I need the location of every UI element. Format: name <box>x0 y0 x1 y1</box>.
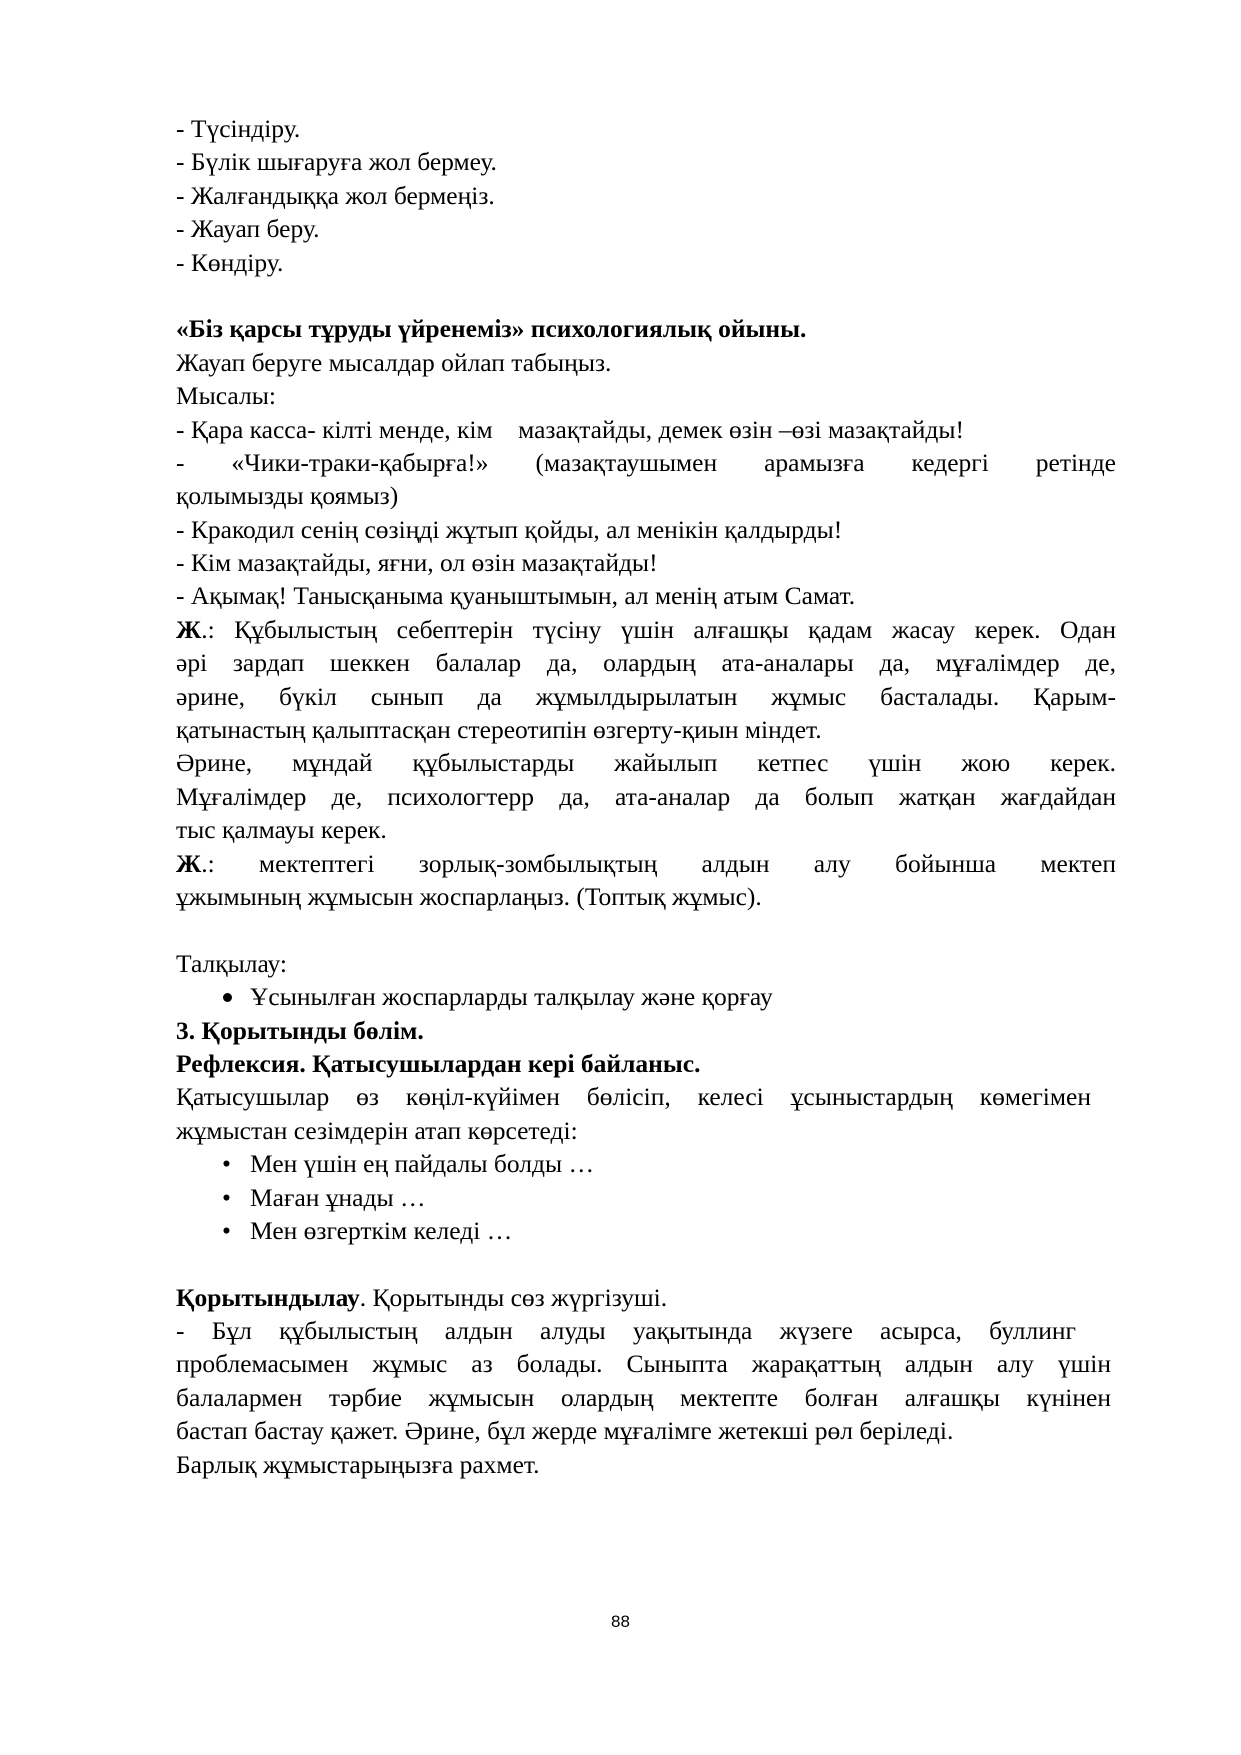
example-line: қолымызды қоямыз) <box>176 481 399 511</box>
section-title: 3. Қорытынды бөлім. <box>176 1015 424 1045</box>
paragraph-line: әрі зардап шеккен балалар да, олардың ата-аналары да, мұғалімдер де, <box>176 648 1116 678</box>
task-label: Ж <box>176 848 202 878</box>
bullet-list-item: Ұсынылған жоспарларды талқылау және қорғау <box>176 980 1116 1013</box>
bullet-icon: • <box>222 1215 231 1245</box>
paragraph-line: Ж.: мектептегі зорлық-зомбылықтың алдын алу бойынша мектеп <box>176 848 1116 878</box>
paragraph-line: балалармен тәрбие жұмысын олардың мектепте болған алғашқы күнінен <box>176 1382 1111 1412</box>
spacer <box>176 279 1116 312</box>
dash-list-item: - Жауап беру. <box>176 214 320 244</box>
paragraph-line: Мұғалімдер де, психологтерр да, ата-аналар да болып жатқан жағдайдан <box>176 781 1116 811</box>
bullet-list-item: • Мен өзгерткім келеді … <box>176 1214 1116 1247</box>
paragraph-line: әрине, бүкіл сынып да жұмылдырылатын жұмыс басталады. Қарым- <box>176 681 1116 711</box>
dash-list-item: - Бүлік шығаруға жол бермеу. <box>176 147 497 177</box>
paragraph-line: Ж.: Құбылыстың себептерін түсіну үшін алғашқы қадам жасау керек. Одан <box>176 614 1116 644</box>
document-page <box>176 112 1116 1481</box>
spacer <box>176 1247 1116 1280</box>
paragraph-line: тыс қалмауы керек. <box>176 815 387 845</box>
paragraph-line: бастап бастау қажет. Әрине, бұл жерде мұғалімге жетекші рөл беріледі. <box>176 1416 954 1446</box>
paragraph-line: - Бұл құбылыстың алдын алуды уақытында жүзеге асырса, буллинг <box>176 1316 1076 1346</box>
paragraph-line: проблемасымен жұмыс аз болады. Сыныпта жарақаттың алдын алу үшін <box>176 1349 1111 1379</box>
example-line: - Кракодил сенің сөзіңді жұтып қойды, ал менікін қалдырды! <box>176 514 843 544</box>
bullet-list-item: • Мен үшін ең пайдалы болды … <box>176 1147 1116 1180</box>
dash-list-item: - Түсіндіру. <box>176 114 301 143</box>
examples-label: Мысалы: <box>176 381 276 411</box>
paragraph-line: Қатысушылар өз көңіл-күйімен бөлісіп, келесі ұсыныстардың көмегімен <box>176 1082 1091 1112</box>
dash-list-item: - Жалғандыққа жол бермеңіз. <box>176 180 495 210</box>
reflection-title: Рефлексия. Қатысушылардан кері байланыс. <box>176 1048 701 1078</box>
bullet-dot-icon <box>223 993 232 1002</box>
game-intro: Жауап беруге мысалдар ойлап табыңыз. <box>176 347 612 377</box>
paragraph-line: жұмыстан сезімдерін атап көрсетеді: <box>176 1115 578 1145</box>
example-line: - Қара касса- кілті менде, кім мазақтайды, демек өзін –өзі мазақтайды! <box>176 414 965 444</box>
example-line: - Ақымақ! Танысқаныма қуаныштымын, ал менің атым Самат. <box>176 581 856 611</box>
bullet-list-item: • Маған ұнады … <box>176 1181 1116 1214</box>
paragraph-line: қатынастың қалыптасқан стереотипін өзгерту-қиын міндет. <box>176 715 822 745</box>
paragraph-line: Әрине, мұндай құбылыстарды жайылып кетпес үшін жою керек. <box>176 748 1116 778</box>
dash-list-item: - Көндіру. <box>176 247 284 277</box>
game-title: «Біз қарсы тұруды үйренеміз» психологиялық ойыны. <box>176 314 807 344</box>
example-line: - Кім мазақтайды, яғни, ол өзін мазақтайды! <box>176 548 658 578</box>
spacer <box>176 913 1116 946</box>
bullet-icon: • <box>222 1182 231 1212</box>
example-line: - «Чики-траки-қабырға!» (мазақтаушымен арамызға кедергі ретінде <box>176 447 1116 477</box>
conclusion-label: Қорытындылау <box>176 1282 360 1312</box>
discussion-label: Талқылау: <box>176 948 287 978</box>
paragraph-line: ұжымының жұмысын жоспарлаңыз. (Топтық жұмыс). <box>176 881 762 911</box>
task-label: Ж <box>176 614 202 644</box>
bullet-icon: • <box>222 1149 231 1179</box>
paragraph-line: Барлық жұмыстарыңызға рахмет. <box>176 1449 540 1479</box>
conclusion-heading: Қорытындылау. Қорытынды сөз жүргізуші. <box>176 1282 668 1312</box>
page-number: 88 <box>611 1612 630 1631</box>
